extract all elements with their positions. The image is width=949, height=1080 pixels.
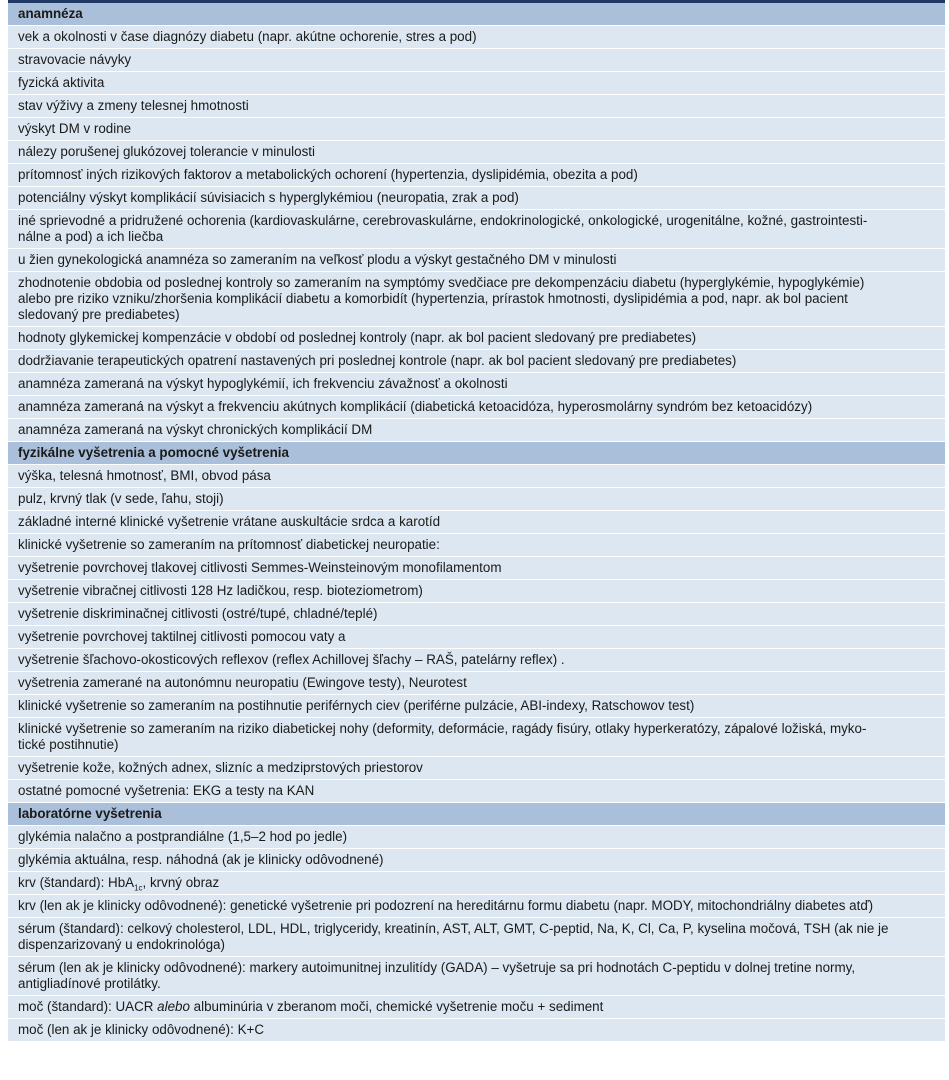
table-row-text: moč (len ak je klinicky odôvodnené): K+C bbox=[18, 1022, 264, 1037]
hba1c-rest: , krvný obraz bbox=[142, 875, 220, 890]
table-row-cell bbox=[8, 534, 945, 557]
table-row bbox=[8, 164, 945, 187]
table-row bbox=[8, 373, 945, 396]
table-row bbox=[8, 49, 945, 72]
section-header-text: laboratórne vyšetrenia bbox=[18, 806, 162, 821]
table-row-text: stav výživy a zmeny telesnej hmotnosti bbox=[18, 98, 249, 113]
table-row bbox=[8, 511, 945, 534]
table-row-cell bbox=[8, 396, 945, 419]
table-row bbox=[8, 849, 945, 872]
table-row-text: iné sprievodné a pridružené ochorenia (kardiovaskulárne, cerebrovaskulárne, endokrinologické, onkologické, urogenitálne, kožné, gastrointesti- nálne a pod) a ich liečba bbox=[18, 213, 868, 244]
table-row bbox=[8, 187, 945, 210]
table-row bbox=[8, 118, 945, 141]
table-row bbox=[8, 580, 945, 603]
table-row-cell bbox=[8, 327, 945, 350]
examination-table bbox=[8, 3, 945, 1042]
section-header-text: anamnéza bbox=[18, 6, 83, 21]
table-row bbox=[8, 918, 945, 957]
table-row-text: klinické vyšetrenie so zameraním na postihnutie periférnych ciev (periférne pulzácie, ABI-indexy, Ratschowov test) bbox=[18, 698, 695, 713]
section-header-cell bbox=[8, 3, 945, 26]
table-row-text: krv (štandard): HbA bbox=[18, 875, 135, 890]
table-row-text: sérum (štandard): celkový cholesterol, LDL, HDL, triglyceridy, kreatinín, AST, ALT, GMT, C-peptid, Na, K, Cl, Ca, P, kyselina močová, TSH (ak nie je dispenzarizovaný u endokrinológa) bbox=[18, 921, 889, 952]
table-row-cell bbox=[8, 849, 945, 872]
table-row bbox=[8, 488, 945, 511]
table-row-text: anamnéza zameraná na výskyt hypoglykémií, ich frekvenciu závažnosť a okolnosti bbox=[18, 376, 508, 391]
table-row-text: ostatné pomocné vyšetrenia: EKG a testy na KAN bbox=[18, 783, 315, 798]
table-body bbox=[8, 3, 945, 1042]
table-row bbox=[8, 534, 945, 557]
table-row-cell bbox=[8, 511, 945, 534]
table-row bbox=[8, 672, 945, 695]
table-row-text: vyšetrenie diskriminačnej citlivosti (ostré/tupé, chladné/teplé) bbox=[18, 606, 378, 621]
table-row-text: stravovacie návyky bbox=[18, 52, 132, 67]
table-row bbox=[8, 718, 945, 757]
table-row-text: sérum (len ak je klinicky odôvodnené): markery autoimunitnej inzulitídy (GADA) – vyšetruje sa pri hodnotách C-peptidu v dolnej tretine normy, antigliadínové protilátky. bbox=[18, 960, 856, 991]
table-row-cell bbox=[8, 1019, 945, 1042]
table-row-text: vyšetrenie kože, kožných adnex, slizníc a medziprstových priestorov bbox=[18, 760, 423, 775]
table-row bbox=[8, 396, 945, 419]
table-row-cell bbox=[8, 895, 945, 918]
table-row-cell bbox=[8, 95, 945, 118]
table-row-cell bbox=[8, 419, 945, 442]
table-row-cell bbox=[8, 557, 945, 580]
table-row-cell bbox=[8, 187, 945, 210]
table-row-cell bbox=[8, 164, 945, 187]
table-row-cell bbox=[8, 350, 945, 373]
table-row-text: pulz, krvný tlak (v sede, ľahu, stoji) bbox=[18, 491, 224, 506]
table-row-cell bbox=[8, 210, 945, 249]
table-row bbox=[8, 249, 945, 272]
section-header-text: fyzikálne vyšetrenia a pomocné vyšetrenia bbox=[18, 445, 289, 460]
table-row-cell bbox=[8, 757, 945, 780]
table-row-cell bbox=[8, 249, 945, 272]
section-header-cell bbox=[8, 442, 945, 465]
table-row-cell bbox=[8, 118, 945, 141]
table-row-cell bbox=[8, 918, 945, 957]
table-row-text: u žien gynekologická anamnéza so zameraním na veľkosť plodu a výskyt gestačného DM v minulosti bbox=[18, 252, 617, 267]
table-row-text: základné interné klinické vyšetrenie vrátane auskultácie srdca a karotíd bbox=[18, 514, 441, 529]
table-row bbox=[8, 26, 945, 49]
table-row-text: vyšetrenie povrchovej tlakovej citlivosti Semmes-Weinsteinovým monofilamentom bbox=[18, 560, 502, 575]
table-row-cell bbox=[8, 996, 945, 1019]
table-row-text: anamnéza zameraná na výskyt a frekvenciu akútnych komplikácií (diabetická ketoacidóza, hyperosmolárny syndróm bez ketoacidózy) bbox=[18, 399, 813, 414]
table-row bbox=[8, 872, 945, 895]
table-row-text: dodržiavanie terapeutických opatrení nastavených pri poslednej kontrole (napr. ak bol pacient sledovaný pre prediabetes) bbox=[18, 353, 737, 368]
section-header-cell bbox=[8, 803, 945, 826]
table-row-cell bbox=[8, 826, 945, 849]
table-row-cell bbox=[8, 72, 945, 95]
table-row-text: vyšetrenie vibračnej citlivosti 128 Hz ladičkou, resp. bioteziometrom) bbox=[18, 583, 423, 598]
table-row-text: moč (štandard): UACR bbox=[18, 999, 158, 1014]
table-row-cell bbox=[8, 26, 945, 49]
table-row-text: vyšetrenie šľachovo-okosticových reflexov (reflex Achillovej šľachy – RAŠ, patelárny reflex) . bbox=[18, 652, 565, 667]
table-row bbox=[8, 695, 945, 718]
table-row-cell bbox=[8, 957, 945, 996]
section-header bbox=[8, 803, 945, 826]
table-row-text: nálezy porušenej glukózovej tolerancie v minulosti bbox=[18, 144, 315, 159]
section-header bbox=[8, 3, 945, 26]
table-row bbox=[8, 780, 945, 803]
table-row bbox=[8, 327, 945, 350]
table-row-text: klinické vyšetrenie so zameraním na prítomnosť diabetickej neuropatie: bbox=[18, 537, 440, 552]
table-row-cell bbox=[8, 718, 945, 757]
table-row bbox=[8, 557, 945, 580]
table-row bbox=[8, 272, 945, 327]
table-row-cell bbox=[8, 603, 945, 626]
table-row-text: vek a okolnosti v čase diagnózy diabetu (napr. akútne ochorenie, stres a pod) bbox=[18, 29, 477, 44]
table-row-cell bbox=[8, 649, 945, 672]
table-row-cell bbox=[8, 580, 945, 603]
table-row-text: vyšetrenia zamerané na autonómnu neuropatiu (Ewingove testy), Neurotest bbox=[18, 675, 467, 690]
table-row bbox=[8, 141, 945, 164]
table-row-text: anamnéza zameraná na výskyt chronických komplikácií DM bbox=[18, 422, 373, 437]
table-row-cell bbox=[8, 49, 945, 72]
table-row bbox=[8, 649, 945, 672]
table-row bbox=[8, 996, 945, 1019]
table-row-text: hodnoty glykemickej kompenzácie v období od poslednej kontroly (napr. ak bol pacient sledovaný pre prediabetes) bbox=[18, 330, 697, 345]
table-row-text: krv (len ak je klinicky odôvodnené): genetické vyšetrenie pri podozrení na hereditárnu formu diabetu (napr. MODY, mitochondriálny diabetes atď) bbox=[18, 898, 874, 913]
table-container bbox=[8, 0, 945, 1042]
table-row-cell bbox=[8, 488, 945, 511]
table-row-text: prítomnosť iných rizikových faktorov a metabolických ochorení (hypertenzia, dyslipidémia, obezita a pod) bbox=[18, 167, 638, 182]
table-row-cell bbox=[8, 626, 945, 649]
table-row-cell bbox=[8, 373, 945, 396]
uacr-alebo: alebo bbox=[157, 999, 190, 1014]
table-row-text: fyzická aktivita bbox=[18, 75, 105, 90]
table-row-cell bbox=[8, 872, 945, 895]
table-row bbox=[8, 95, 945, 118]
table-row bbox=[8, 419, 945, 442]
table-row bbox=[8, 957, 945, 996]
table-row-text: potenciálny výskyt komplikácií súvisiacich s hyperglykémiou (neuropatia, zrak a pod) bbox=[18, 190, 519, 205]
table-row bbox=[8, 350, 945, 373]
table-row-text: vyšetrenie povrchovej taktilnej citlivosti pomocou vaty a bbox=[18, 629, 346, 644]
table-row-text: glykémia aktuálna, resp. náhodná (ak je klinicky odôvodnené) bbox=[18, 852, 384, 867]
table-row-text: výška, telesná hmotnosť, BMI, obvod pása bbox=[18, 468, 271, 483]
table-row-text: zhodnotenie obdobia od poslednej kontroly so zameraním na symptómy svedčiace pre dekompenzáciu diabetu (hyperglykémie, hypoglykémie) alebo pre riziko vzniku/zhoršenia komplikácií diabetu a komorbidít (hypertenzia, prírastok hmotnosti, dyslipidémia a pod, napr. ak bol pacient sledovaný pre prediabetes) bbox=[18, 275, 865, 322]
table-row-text: glykémia nalačno a postprandiálne (1,5–2 hod po jedle) bbox=[18, 829, 348, 844]
table-row-cell bbox=[8, 695, 945, 718]
table-row bbox=[8, 72, 945, 95]
table-row bbox=[8, 210, 945, 249]
table-row bbox=[8, 603, 945, 626]
table-row-cell bbox=[8, 780, 945, 803]
table-row bbox=[8, 895, 945, 918]
table-row bbox=[8, 626, 945, 649]
section-header bbox=[8, 442, 945, 465]
table-row bbox=[8, 757, 945, 780]
table-row bbox=[8, 826, 945, 849]
table-row-cell bbox=[8, 672, 945, 695]
table-row-cell bbox=[8, 465, 945, 488]
table-row-text: klinické vyšetrenie so zameraním na riziko diabetickej nohy (deformity, deformácie, ragády fisúry, otlaky hyperkeratózy, zápalové ložiská, myko- tické postihnutie) bbox=[18, 721, 867, 752]
hba1c-subscript: 1c bbox=[134, 883, 143, 893]
uacr-rest: albuminúria v zberanom moči, chemické vyšetrenie moču + sediment bbox=[189, 999, 604, 1014]
table-row-cell bbox=[8, 272, 945, 327]
table-row bbox=[8, 1019, 945, 1042]
table-row bbox=[8, 465, 945, 488]
table-row-text: výskyt DM v rodine bbox=[18, 121, 132, 136]
table-row-cell bbox=[8, 141, 945, 164]
